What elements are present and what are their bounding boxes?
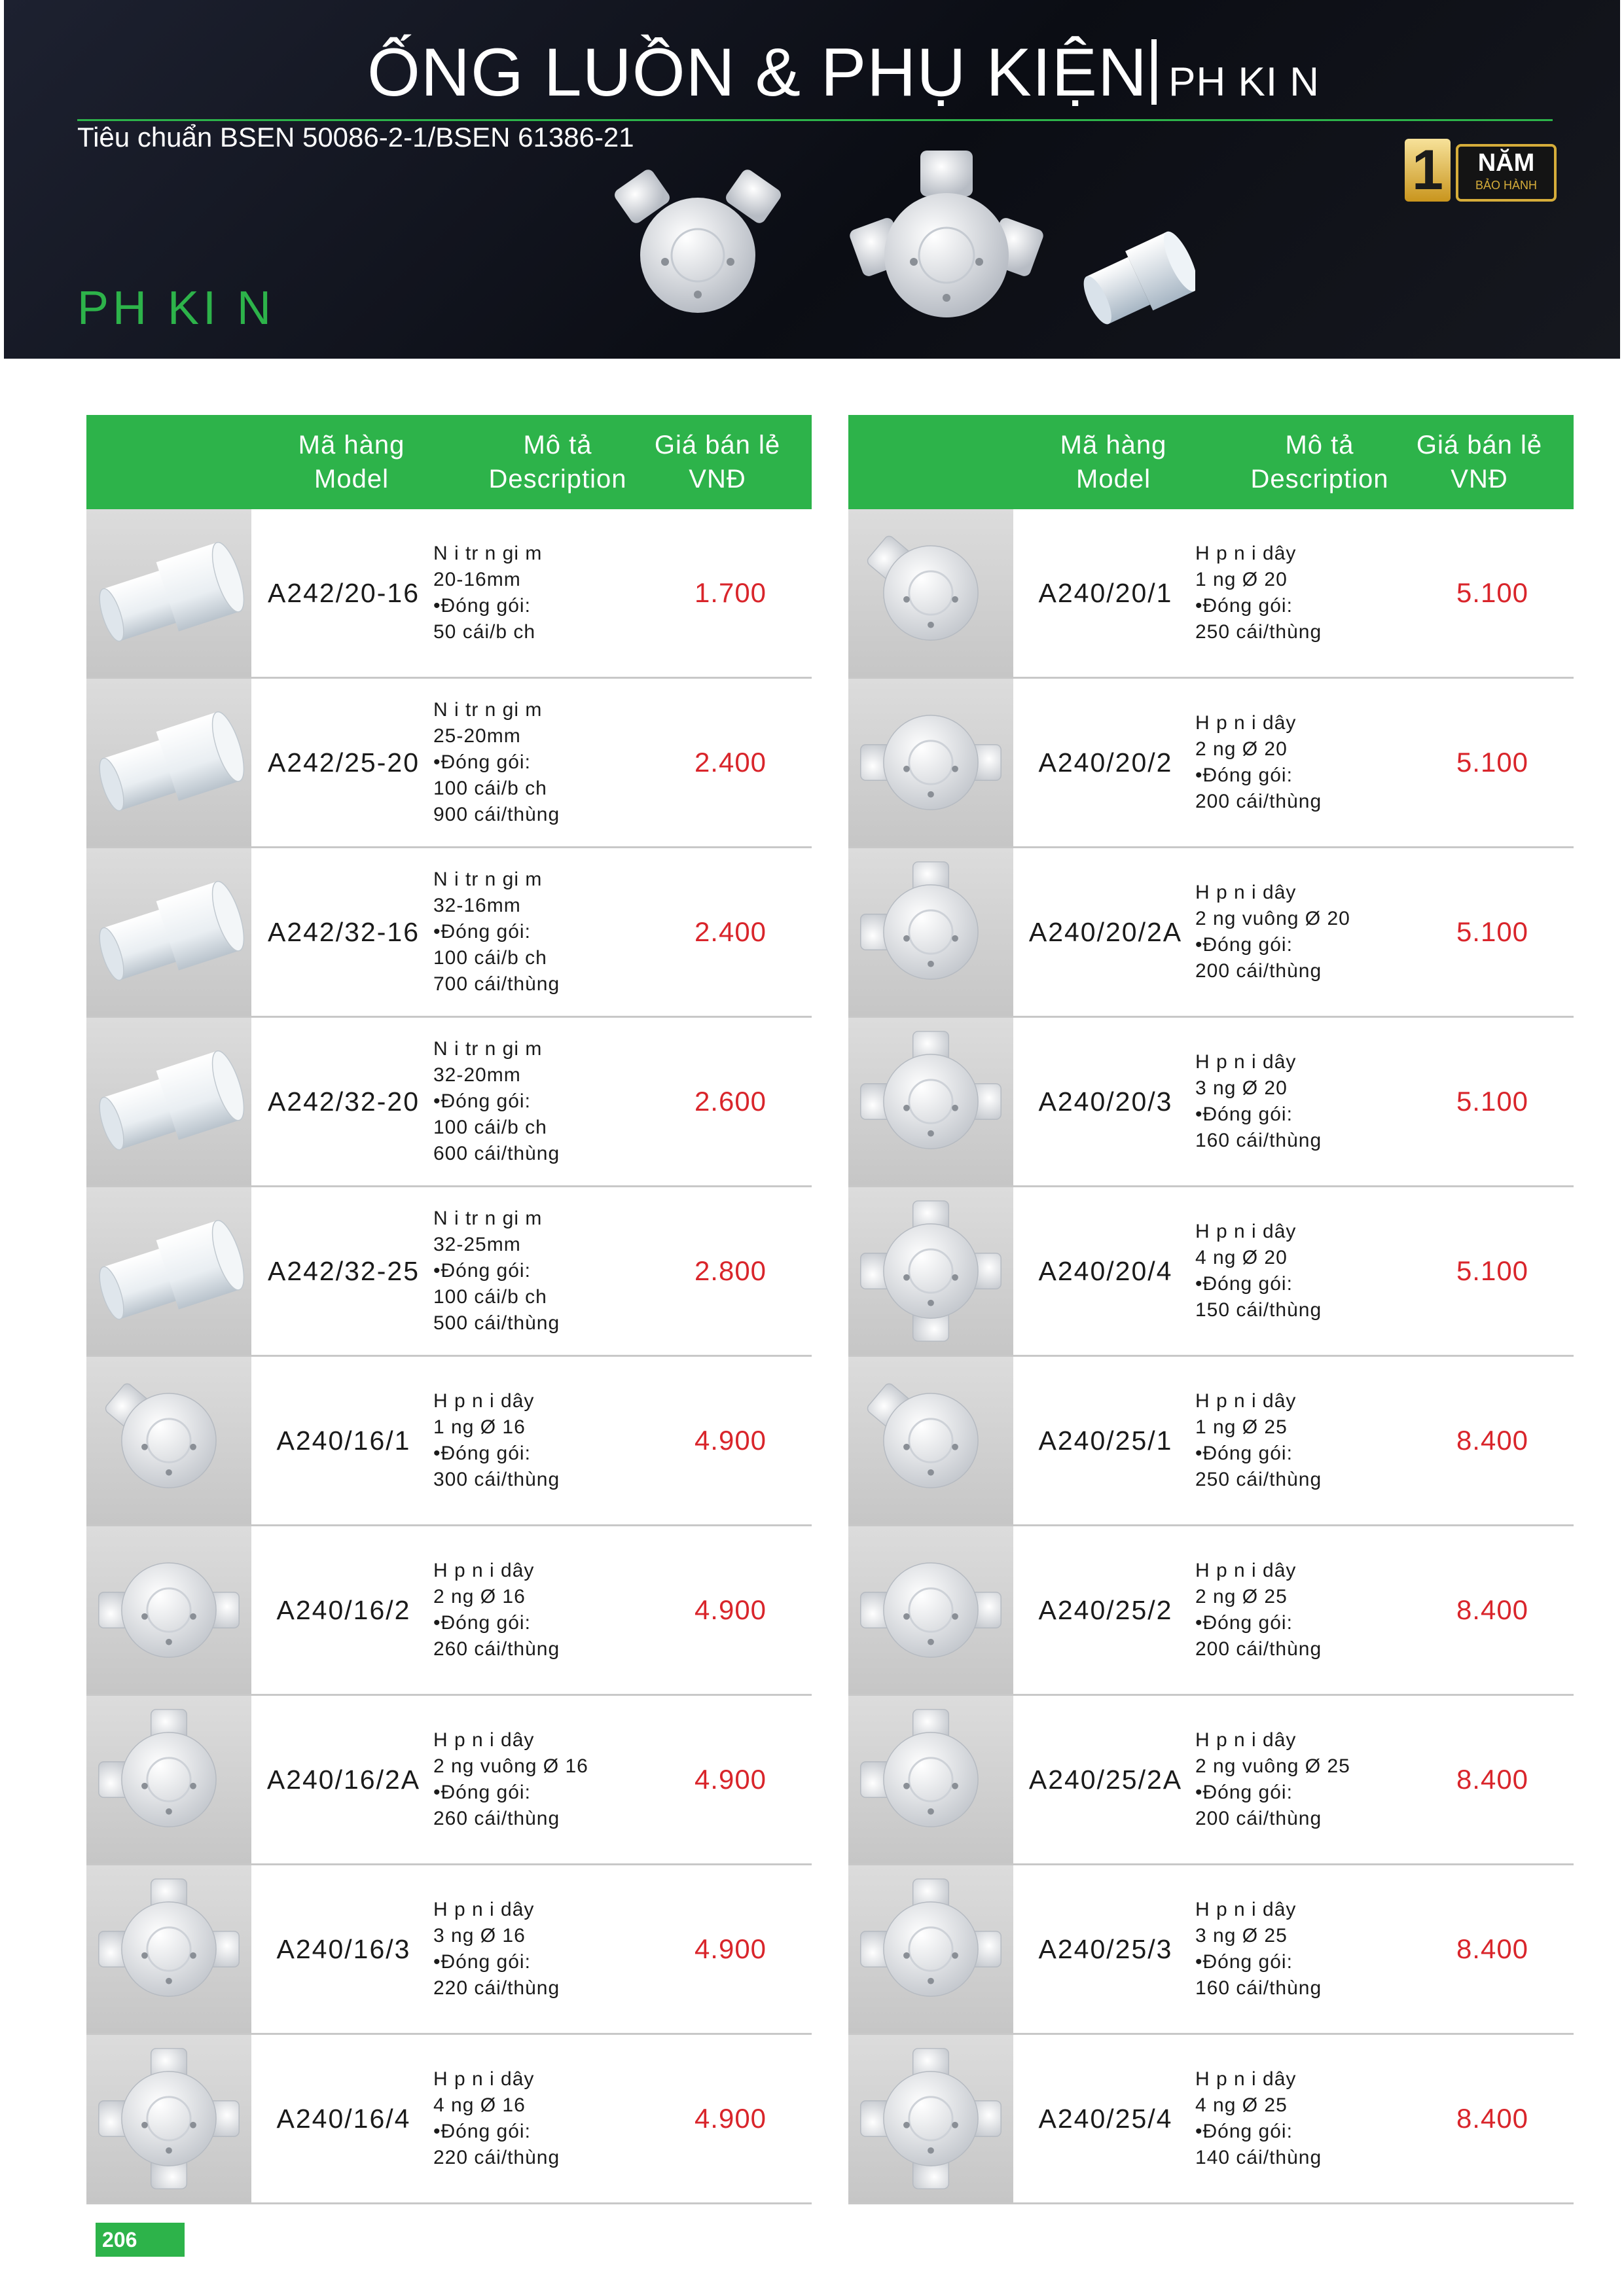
description-line: •Đóng gói: [433,595,531,617]
product-price: 8.400 [1456,2103,1529,2134]
description-line: •Đóng gói: [433,1612,531,1634]
header-divider [77,119,1553,121]
header-price-en: VNĐ [689,465,746,493]
description-line: 32-20mm [433,1064,521,1086]
description-line: 2 ng Ø 20 [1195,738,1288,760]
description-line: 4 ng Ø 16 [433,2094,526,2116]
description-line: 260 cái/thùng [433,1808,560,1829]
description-line: 2 ng vuông Ø 16 [433,1755,588,1777]
price-table-left [86,415,812,2204]
table-row [848,2035,1574,2204]
product-price: 8.400 [1456,1764,1529,1795]
product-model: A242/20-16 [267,577,420,608]
badge-subtext: BẢO HÀNH [1475,179,1538,192]
pipe-reducer-icon [86,1018,251,1185]
header-model-vi: Mã hàng [298,431,405,459]
product-model: A242/32-16 [267,916,420,947]
description-line: 900 cái/thùng [433,804,560,825]
product-model: A240/16/1 [276,1425,411,1456]
table-body [848,509,1574,2204]
header-banner [4,0,1620,359]
description-line: •Đóng gói: [1195,1951,1293,1973]
product-price: 2.400 [694,916,767,947]
product-price: 4.900 [694,1764,767,1795]
description-line: N i tr n gi m [433,869,543,890]
product-model: A242/32-25 [267,1255,420,1286]
product-price: 5.100 [1456,747,1529,778]
header-model-en: Model [314,465,389,493]
description-line: 25-20mm [433,725,521,747]
description-line: H p n i dây [1195,1899,1297,1920]
table-row [86,1187,812,1357]
description-line: •Đóng gói: [1195,1782,1293,1803]
description-line: 3 ng Ø 20 [1195,1077,1288,1099]
description-line: 1 ng Ø 20 [1195,569,1288,590]
table-body [86,509,812,2204]
table-row [848,1357,1574,1526]
table-row [86,1357,812,1526]
junction-box-3-way-icon [848,1018,1013,1185]
description-line: 250 cái/thùng [1195,621,1322,643]
description-line: 100 cái/b ch [433,778,547,799]
header-desc-vi: Mô tả [1285,431,1354,459]
description-line: •Đóng gói: [1195,595,1293,617]
junction-box-2-way-angle-icon [848,1696,1013,1863]
description-line: 200 cái/thùng [1195,960,1322,982]
table-row [848,1526,1574,1696]
table-row [848,1187,1574,1357]
product-model: A240/20/1 [1038,577,1173,608]
badge-box [1456,144,1557,202]
description-line: 300 cái/thùng [433,1469,560,1490]
description-line: 2 ng Ø 25 [1195,1586,1288,1607]
description-line: H p n i dây [1195,1221,1297,1242]
description-line: 32-16mm [433,895,521,916]
junction-box-4-way-icon [848,1187,1013,1355]
description-line: •Đóng gói: [433,921,531,942]
product-model: A240/16/2 [276,1594,411,1625]
junction-box-3-way-icon [86,1865,251,2033]
description-line: 160 cái/thùng [1195,1977,1322,1999]
product-model: A240/20/2A [1028,916,1183,947]
header-price [1385,428,1574,496]
description-line: H p n i dây [1195,1051,1297,1073]
badge-text: NĂM [1477,149,1535,177]
description-line: 160 cái/thùng [1195,1130,1322,1151]
description-line: 150 cái/thùng [1195,1299,1322,1321]
table-row [86,509,812,679]
product-price: 5.100 [1456,916,1529,947]
description-line: 3 ng Ø 25 [1195,1925,1288,1946]
product-price: 1.700 [694,577,767,608]
description-line: H p n i dây [433,1729,535,1751]
description-line: N i tr n gi m [433,1038,543,1060]
description-line: 3 ng Ø 16 [433,1925,526,1946]
pipe-reducer-icon [86,848,251,1016]
product-price: 2.600 [694,1086,767,1117]
product-model: A240/25/2A [1028,1764,1183,1795]
product-model: A240/20/3 [1038,1086,1173,1117]
product-model: A240/25/4 [1038,2103,1173,2134]
badge-number: 1 [1405,139,1451,202]
description-line: 200 cái/thùng [1195,1808,1322,1829]
product-price: 2.800 [694,1255,767,1286]
product-model: A242/25-20 [267,747,420,778]
description-line: 50 cái/b ch [433,621,536,643]
description-line: 32-25mm [433,1234,521,1255]
header-desc-en: Description [488,465,627,493]
product-price: 8.400 [1456,1933,1529,1964]
description-line: •Đóng gói: [433,1782,531,1803]
description-line: H p n i dây [1195,543,1297,564]
table-row [86,1018,812,1187]
title-subtitle: PH KI N [1168,60,1320,105]
description-line: 100 cái/b ch [433,947,547,969]
description-line: 200 cái/thùng [1195,1638,1322,1660]
junction-box-4-way-icon [848,2035,1013,2202]
description-line: 2 ng vuông Ø 25 [1195,1755,1350,1777]
pipe-reducer-icon [86,679,251,846]
junction-box-2-way-icon [848,1526,1013,1694]
section-title: PH KI N [77,282,276,334]
table-row [848,848,1574,1018]
pipe-reducer-icon [86,1187,251,1355]
junction-box-2-way-angle-icon [848,848,1013,1016]
table-row [848,1696,1574,1865]
product-model: A240/20/4 [1038,1255,1173,1286]
hero-pipe-reducer-icon [1077,216,1195,334]
standard-text: Tiêu chuẩn BSEN 50086-2-1/BSEN 61386-21 [77,122,634,152]
description-line: 220 cái/thùng [433,2147,560,2168]
description-line: 250 cái/thùng [1195,1469,1322,1490]
junction-box-1-way-icon [848,1357,1013,1524]
description-line: H p n i dây [1195,882,1297,903]
description-line: N i tr n gi m [433,1208,543,1229]
junction-box-2-way-angle-icon [86,1696,251,1863]
title-divider [1151,39,1157,105]
table-row [86,1526,812,1696]
description-line: H p n i dây [433,1390,535,1412]
description-line: 20-16mm [433,569,521,590]
junction-box-3-way-icon [848,1865,1013,2033]
header-model-vi: Mã hàng [1060,431,1167,459]
description-line: H p n i dây [1195,712,1297,734]
product-model: A242/32-20 [267,1086,420,1117]
product-price: 4.900 [694,2103,767,2134]
table-header [848,415,1574,509]
junction-box-2-way-icon [848,679,1013,846]
junction-box-2-way-icon [86,1526,251,1694]
description-line: •Đóng gói: [1195,1103,1293,1125]
table-row [86,2035,812,2204]
description-line: 100 cái/b ch [433,1117,547,1138]
description-line: 200 cái/thùng [1195,791,1322,812]
hero-junction-box-2-way-icon [606,164,789,321]
product-model: A240/25/3 [1038,1933,1173,1964]
title-text: ỐNG LUỒN & PHỤ KIỆN [367,35,1148,111]
junction-box-1-way-icon [848,509,1013,677]
description-line: •Đóng gói: [433,1443,531,1464]
product-model: A240/16/2A [266,1764,421,1795]
description-line: •Đóng gói: [1195,2121,1293,2142]
header-model-en: Model [1076,465,1151,493]
description-line: H p n i dây [433,1899,535,1920]
product-model: A240/16/4 [276,2103,411,2134]
product-model: A240/25/2 [1038,1594,1173,1625]
product-price: 2.400 [694,747,767,778]
page-number: 206 [96,2223,185,2257]
description-line: 1 ng Ø 25 [1195,1416,1288,1438]
description-line: H p n i dây [433,1560,535,1581]
description-line: •Đóng gói: [1195,934,1293,956]
description-line: •Đóng gói: [1195,764,1293,786]
description-line: 140 cái/thùng [1195,2147,1322,2168]
header-price-en: VNĐ [1451,465,1508,493]
description-line: •Đóng gói: [433,2121,531,2142]
warranty-badge [1405,139,1554,202]
header-price-vi: Giá bán lẻ [654,431,781,459]
description-line: 500 cái/thùng [433,1312,560,1334]
description-line: 600 cái/thùng [433,1143,560,1164]
description-line: •Đóng gói: [433,1951,531,1973]
description-line: •Đóng gói: [433,1260,531,1282]
junction-box-4-way-icon [86,2035,251,2202]
product-price: 4.900 [694,1933,767,1964]
product-price: 4.900 [694,1594,767,1625]
header-price-vi: Giá bán lẻ [1416,431,1543,459]
table-row [86,1696,812,1865]
description-line: 260 cái/thùng [433,1638,560,1660]
description-line: 700 cái/thùng [433,973,560,995]
product-price: 5.100 [1456,577,1529,608]
table-row [86,1865,812,2035]
description-line: •Đóng gói: [1195,1612,1293,1634]
table-row [86,848,812,1018]
product-price: 5.100 [1456,1255,1529,1286]
description-line: H p n i dây [1195,2068,1297,2090]
description-line: 1 ng Ø 16 [433,1416,526,1438]
table-row [848,1865,1574,2035]
price-table-right [848,415,1574,2204]
product-model: A240/16/3 [276,1933,411,1964]
hero-junction-box-3-way-icon [848,151,1045,327]
product-price: 5.100 [1456,1086,1529,1117]
description-line: 2 ng vuông Ø 20 [1195,908,1350,929]
description-line: 100 cái/b ch [433,1286,547,1308]
table-row [848,509,1574,679]
table-row [848,1018,1574,1187]
product-price: 8.400 [1456,1594,1529,1625]
description-line: 4 ng Ø 20 [1195,1247,1288,1268]
description-line: •Đóng gói: [1195,1273,1293,1295]
description-line: 2 ng Ø 16 [433,1586,526,1607]
product-price: 8.400 [1456,1425,1529,1456]
description-line: •Đóng gói: [433,1090,531,1112]
product-price: 4.900 [694,1425,767,1456]
description-line: 4 ng Ø 25 [1195,2094,1288,2116]
page-title [367,34,1320,112]
description-line: N i tr n gi m [433,543,543,564]
description-line: H p n i dây [433,2068,535,2090]
description-line: H p n i dây [1195,1390,1297,1412]
table-header [86,415,812,509]
header-price [623,428,812,496]
description-line: N i tr n gi m [433,699,543,721]
header-desc-en: Description [1250,465,1389,493]
product-model: A240/25/1 [1038,1425,1173,1456]
table-row [848,679,1574,848]
description-line: •Đóng gói: [433,751,531,773]
description-line: H p n i dây [1195,1560,1297,1581]
junction-box-1-way-icon [86,1357,251,1524]
description-line: H p n i dây [1195,1729,1297,1751]
product-model: A240/20/2 [1038,747,1173,778]
pipe-reducer-icon [86,509,251,677]
description-line: 220 cái/thùng [433,1977,560,1999]
description-line: •Đóng gói: [1195,1443,1293,1464]
header-desc-vi: Mô tả [523,431,592,459]
table-row [86,679,812,848]
